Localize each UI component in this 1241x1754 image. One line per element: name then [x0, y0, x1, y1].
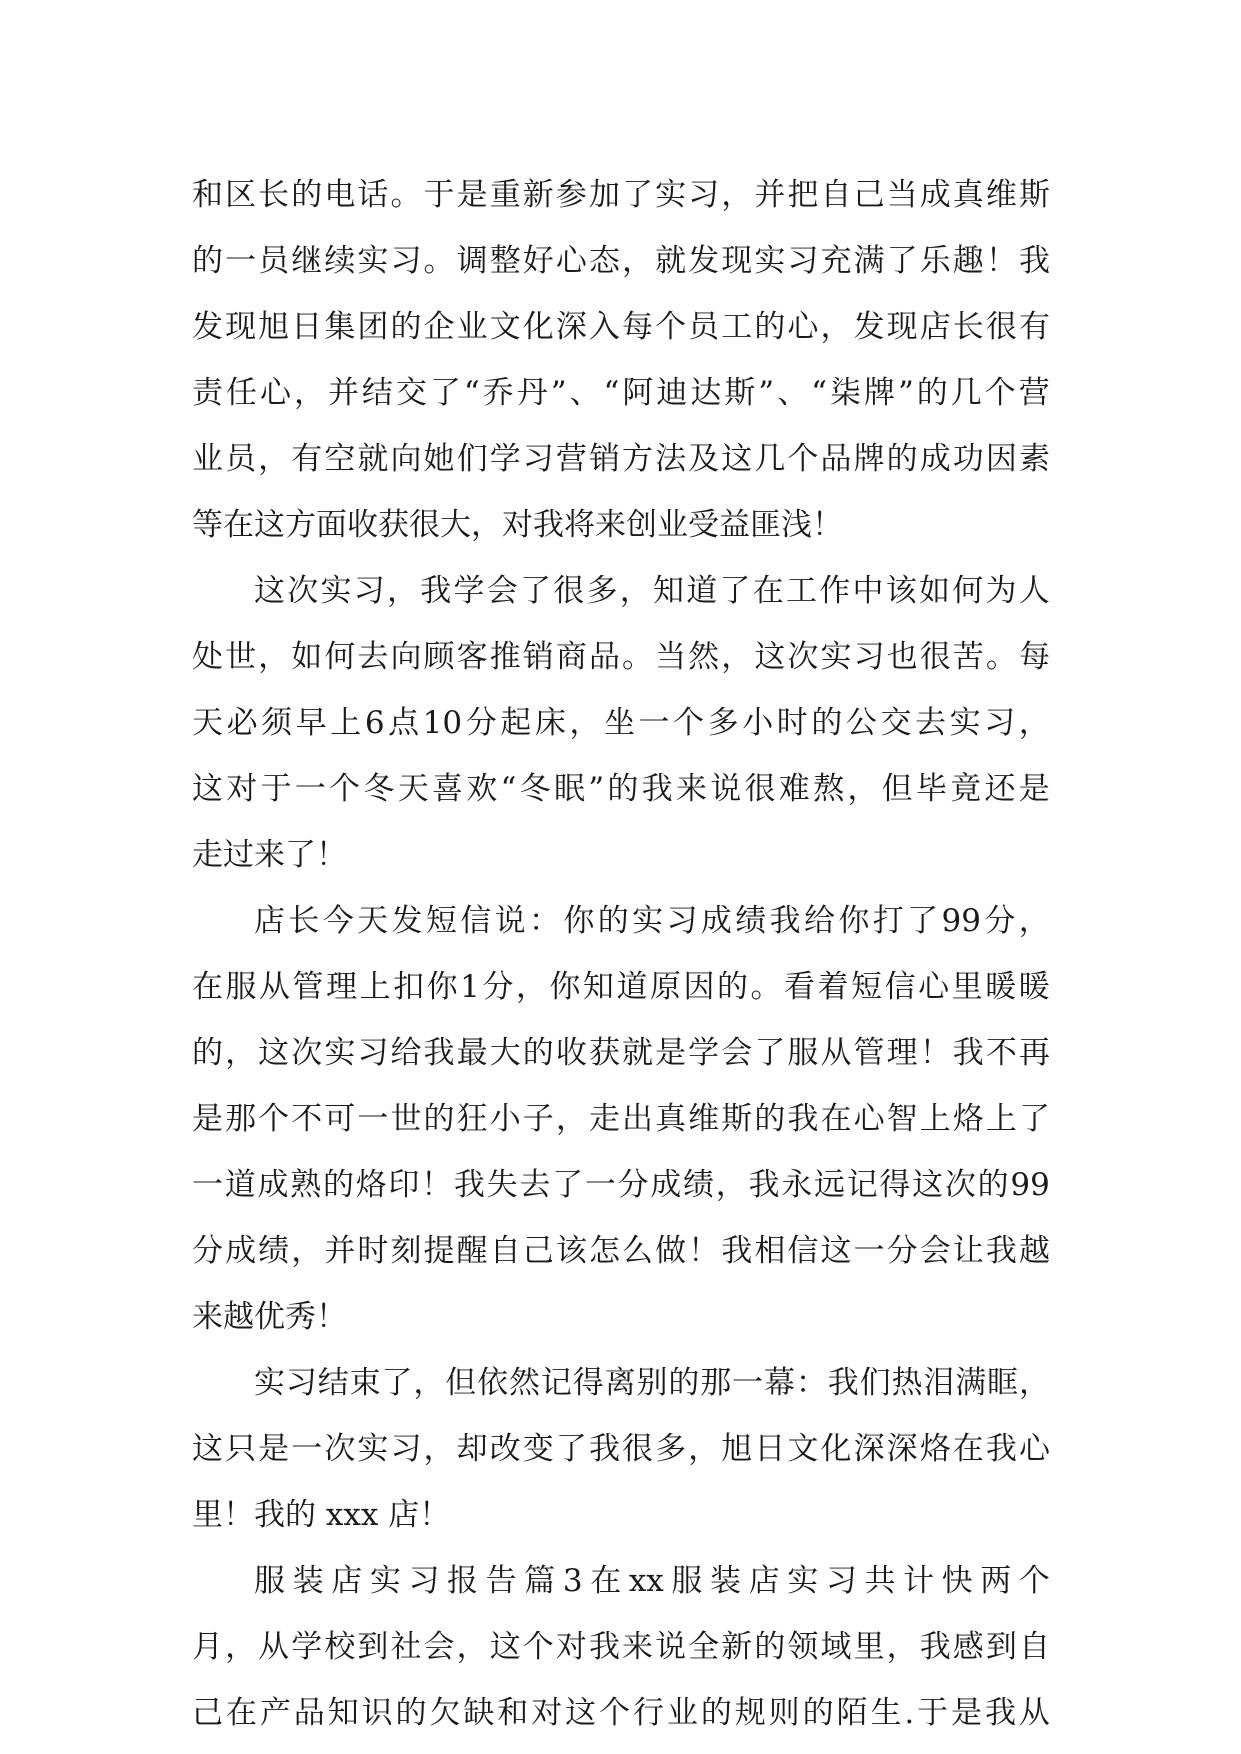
document-page — [192, 162, 1050, 1746]
text-line — [192, 360, 1050, 426]
text-line-content: 的 ， 这 次 实 习 给 我 最 大 的 收 获 就 是 学 会 了 服 从 管 理 ！ 我 不 再 — [192, 1035, 1050, 1071]
text-line-content: 走过来了！ — [192, 837, 347, 873]
text-line — [192, 294, 1050, 360]
text-line — [192, 690, 1050, 756]
text-line-content: 这 对 于 一 个 冬 天 喜 欢 “ 冬 眠 ” 的 我 来 说 很 难 熬 ， 但 毕 竟 还 是 — [192, 771, 1050, 807]
text-line-content: 业 员 ， 有 空 就 向 她 们 学 习 营 销 方 法 及 这 几 个 品 牌 的 成 功 因 素 — [192, 441, 1050, 477]
text-line-content: 一 道 成 熟 的 烙 印 ！ 我 失 去 了 一 分 成 绩 ， 我 永 远 记 得 这 次 的 99 — [192, 1167, 1050, 1203]
text-line — [192, 756, 1050, 822]
text-line — [192, 558, 1050, 624]
text-line-content: 里！我的 xxx 店！ — [192, 1497, 451, 1533]
text-line — [192, 228, 1050, 294]
text-line — [192, 1482, 1050, 1548]
text-line — [192, 888, 1050, 954]
text-line-content: 实 习 结 束 了 ， 但 依 然 记 得 离 别 的 那 一 幕 ： 我 们 热 泪 满 眶 ， — [254, 1365, 1050, 1401]
text-line — [192, 954, 1050, 1020]
text-line — [192, 162, 1050, 228]
text-line-content: 这 只 是 一 次 实 习 ， 却 改 变 了 我 很 多 ， 旭 日 文 化 深 深 烙 在 我 心 — [192, 1431, 1050, 1467]
text-line-content: 的 一 员 继 续 实 习 。 调 整 好 心 态 ， 就 发 现 实 习 充 满 了 乐 趣 ！ 我 — [192, 243, 1050, 279]
text-line-content: 在 服 从 管 理 上 扣 你 1 分 ， 你 知 道 原 因 的 。 看 着 短 信 心 里 暖 暖 — [192, 969, 1050, 1005]
text-line — [192, 1086, 1050, 1152]
text-line — [192, 426, 1050, 492]
text-line — [192, 1218, 1050, 1284]
text-line-content: 处 世 ， 如 何 去 向 顾 客 推 销 商 品 。 当 然 ， 这 次 实 习 也 很 苦 。 每 — [192, 639, 1050, 675]
text-line — [192, 1614, 1050, 1680]
text-line — [192, 492, 1050, 558]
text-line-content: 己 在 产 品 知 识 的 欠 缺 和 对 这 个 行 业 的 规 则 的 陌 生 . 于 是 我 从 — [192, 1695, 1050, 1731]
text-line — [192, 1284, 1050, 1350]
text-line — [192, 1152, 1050, 1218]
text-line — [192, 1548, 1050, 1614]
text-line — [192, 624, 1050, 690]
text-line — [192, 1680, 1050, 1746]
text-line-content: 等在这方面收获很大，对我将来创业受益匪浅！ — [192, 507, 843, 543]
text-line-content: 和 区 长 的 电 话 。 于 是 重 新 参 加 了 实 习 ， 并 把 自 己 当 成 真 维 斯 — [192, 177, 1050, 213]
text-line-content: 这 次 实 习 ， 我 学 会 了 很 多 ， 知 道 了 在 工 作 中 该 如 何 为 人 — [254, 573, 1050, 609]
text-line-content: 发 现 旭 日 集 团 的 企 业 文 化 深 入 每 个 员 工 的 心 ， 发 现 店 长 很 有 — [192, 309, 1050, 345]
text-line-content: 分 成 绩 ， 并 时 刻 提 醒 自 己 该 怎 么 做 ！ 我 相 信 这 一 分 会 让 我 越 — [192, 1233, 1050, 1269]
text-line — [192, 1350, 1050, 1416]
text-line — [192, 1020, 1050, 1086]
text-line-content: 来越优秀！ — [192, 1299, 347, 1335]
text-line-content: 服 装 店 实 习 报 告 篇 3 在 xx 服 装 店 实 习 共 计 快 两 个 — [254, 1563, 1050, 1599]
text-line-content: 责 任 心 ， 并 结 交 了 “ 乔 丹 ” 、 “ 阿 迪 达 斯 ” 、 “ 柒 牌 ” 的 几 个 营 — [192, 375, 1050, 411]
text-line — [192, 1416, 1050, 1482]
text-line-content: 天 必 须 早 上 6 点 10 分 起 床 ， 坐 一 个 多 小 时 的 公 交 去 实 习 ， — [192, 705, 1050, 741]
text-line — [192, 822, 1050, 888]
text-line-content: 是 那 个 不 可 一 世 的 狂 小 子 ， 走 出 真 维 斯 的 我 在 心 智 上 烙 上 了 — [192, 1101, 1050, 1137]
text-line-content: 月 ， 从 学 校 到 社 会 ， 这 个 对 我 来 说 全 新 的 领 域 里 ， 我 感 到 自 — [192, 1629, 1050, 1665]
text-line-content: 店 长 今 天 发 短 信 说 ： 你 的 实 习 成 绩 我 给 你 打 了 99 分 ， — [254, 903, 1050, 939]
